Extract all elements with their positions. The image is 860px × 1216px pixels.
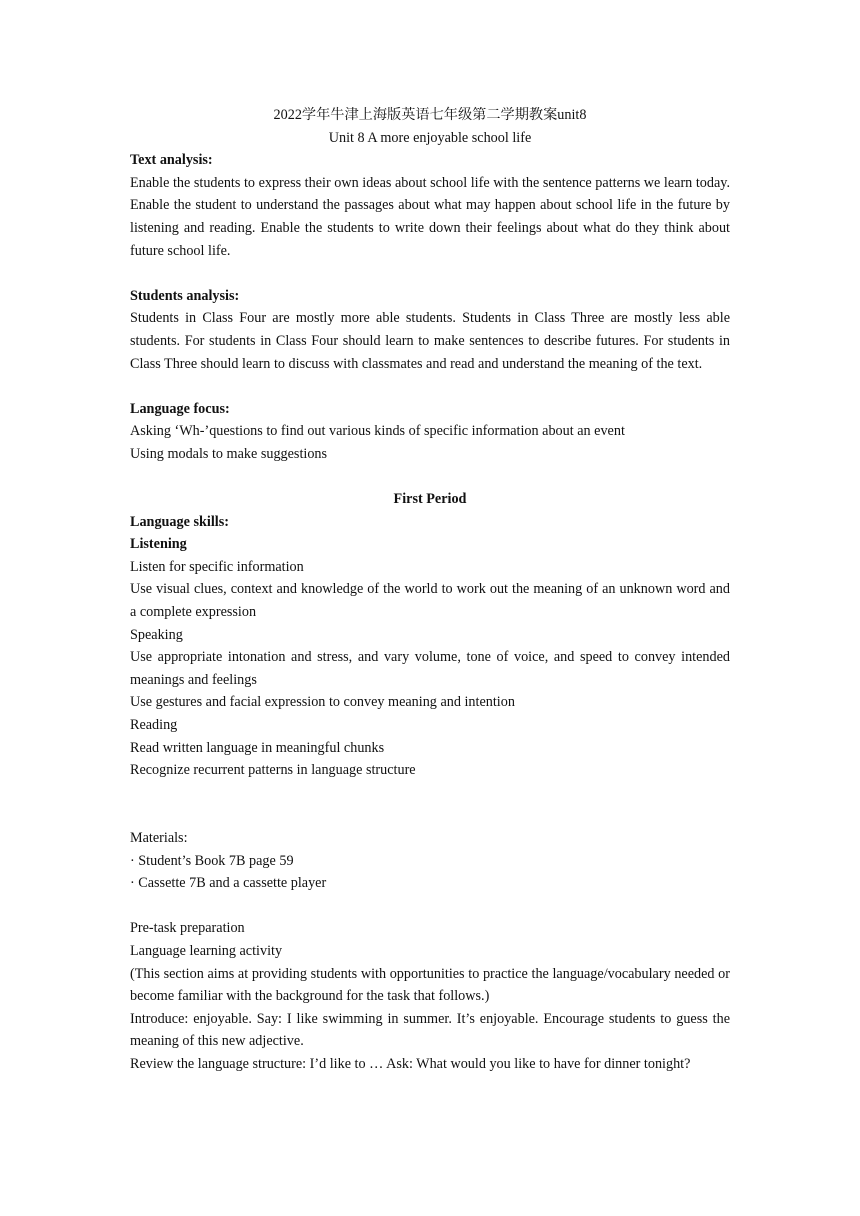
students-analysis-body: Students in Class Four are mostly more able students. Students in Class Three are mostly less able students. For students in Class Four should learn to make sentences to describe futures. For students in Class Three should learn to discuss with classmates and read and understand the meaning of the text.: [130, 310, 730, 372]
speaking-heading: Speaking: [130, 626, 183, 643]
materials-item: · Student’s Book 7B page 59: [130, 852, 294, 869]
listening-heading: Listening: [130, 536, 187, 553]
spacer: [130, 782, 730, 827]
language-skills-heading: Language skills:: [130, 513, 229, 530]
reading-heading: Reading: [130, 717, 178, 734]
materials-item: · Cassette 7B and a cassette player: [130, 875, 327, 892]
spacer: [130, 895, 730, 918]
pre-task-introduce: Introduce: enjoyable. Say: I like swimming in summer. It’s enjoyable. Encourage students to guess the meaning of this new adjective.: [130, 1010, 730, 1050]
pre-task-review: Review the language structure: I’d like to … Ask: What would you like to have for dinner tonight?: [130, 1055, 691, 1072]
language-focus-item: Using modals to make suggestions: [130, 445, 328, 462]
speaking-item: Use appropriate intonation and stress, and vary volume, tone of voice, and speed to convey intended meanings and feelings: [130, 649, 730, 688]
students-analysis-heading: Students analysis:: [130, 287, 240, 304]
pre-task-note: (This section aims at providing students with opportunities to practice the language/vocabulary needed or become familiar with the background for the task that follows.): [130, 965, 730, 1005]
speaking-item: Use gestures and facial expression to convey meaning and intention: [130, 694, 515, 711]
listening-item: Listen for specific information: [130, 558, 304, 575]
pre-task-heading: Pre-task preparation: [130, 920, 245, 937]
language-focus-item: Asking ‘Wh-’questions to find out various kinds of specific information about an event: [130, 423, 625, 440]
language-focus-heading: Language focus:: [130, 400, 230, 417]
document-subtitle: Unit 8 A more enjoyable school life: [328, 129, 532, 146]
materials-heading: Materials:: [130, 830, 188, 846]
reading-item: Read written language in meaningful chunks: [130, 739, 385, 756]
first-period-title: First Period: [393, 491, 467, 508]
reading-item: Recognize recurrent patterns in language structure: [130, 762, 416, 779]
text-analysis-body: Enable the students to express their own ideas about school life with the sentence patterns we learn today. Enable the student to understand the passages about what may happen about school life in the future by listening and reading. Enable the students to write down their feelings about what do they think about future school life.: [130, 174, 730, 259]
text-analysis-heading: Text analysis:: [130, 152, 213, 169]
spacer: [130, 375, 730, 398]
spacer: [130, 466, 730, 489]
pre-task-activity: Language learning activity: [130, 942, 283, 959]
document-page: [130, 104, 730, 1076]
spacer: [130, 262, 730, 285]
listening-item: Use visual clues, context and knowledge of the world to work out the meaning of an unknown word and a complete expression: [130, 581, 730, 621]
document-title: 2022学年牛津上海版英语七年级第二学期教案unit8: [273, 107, 587, 123]
